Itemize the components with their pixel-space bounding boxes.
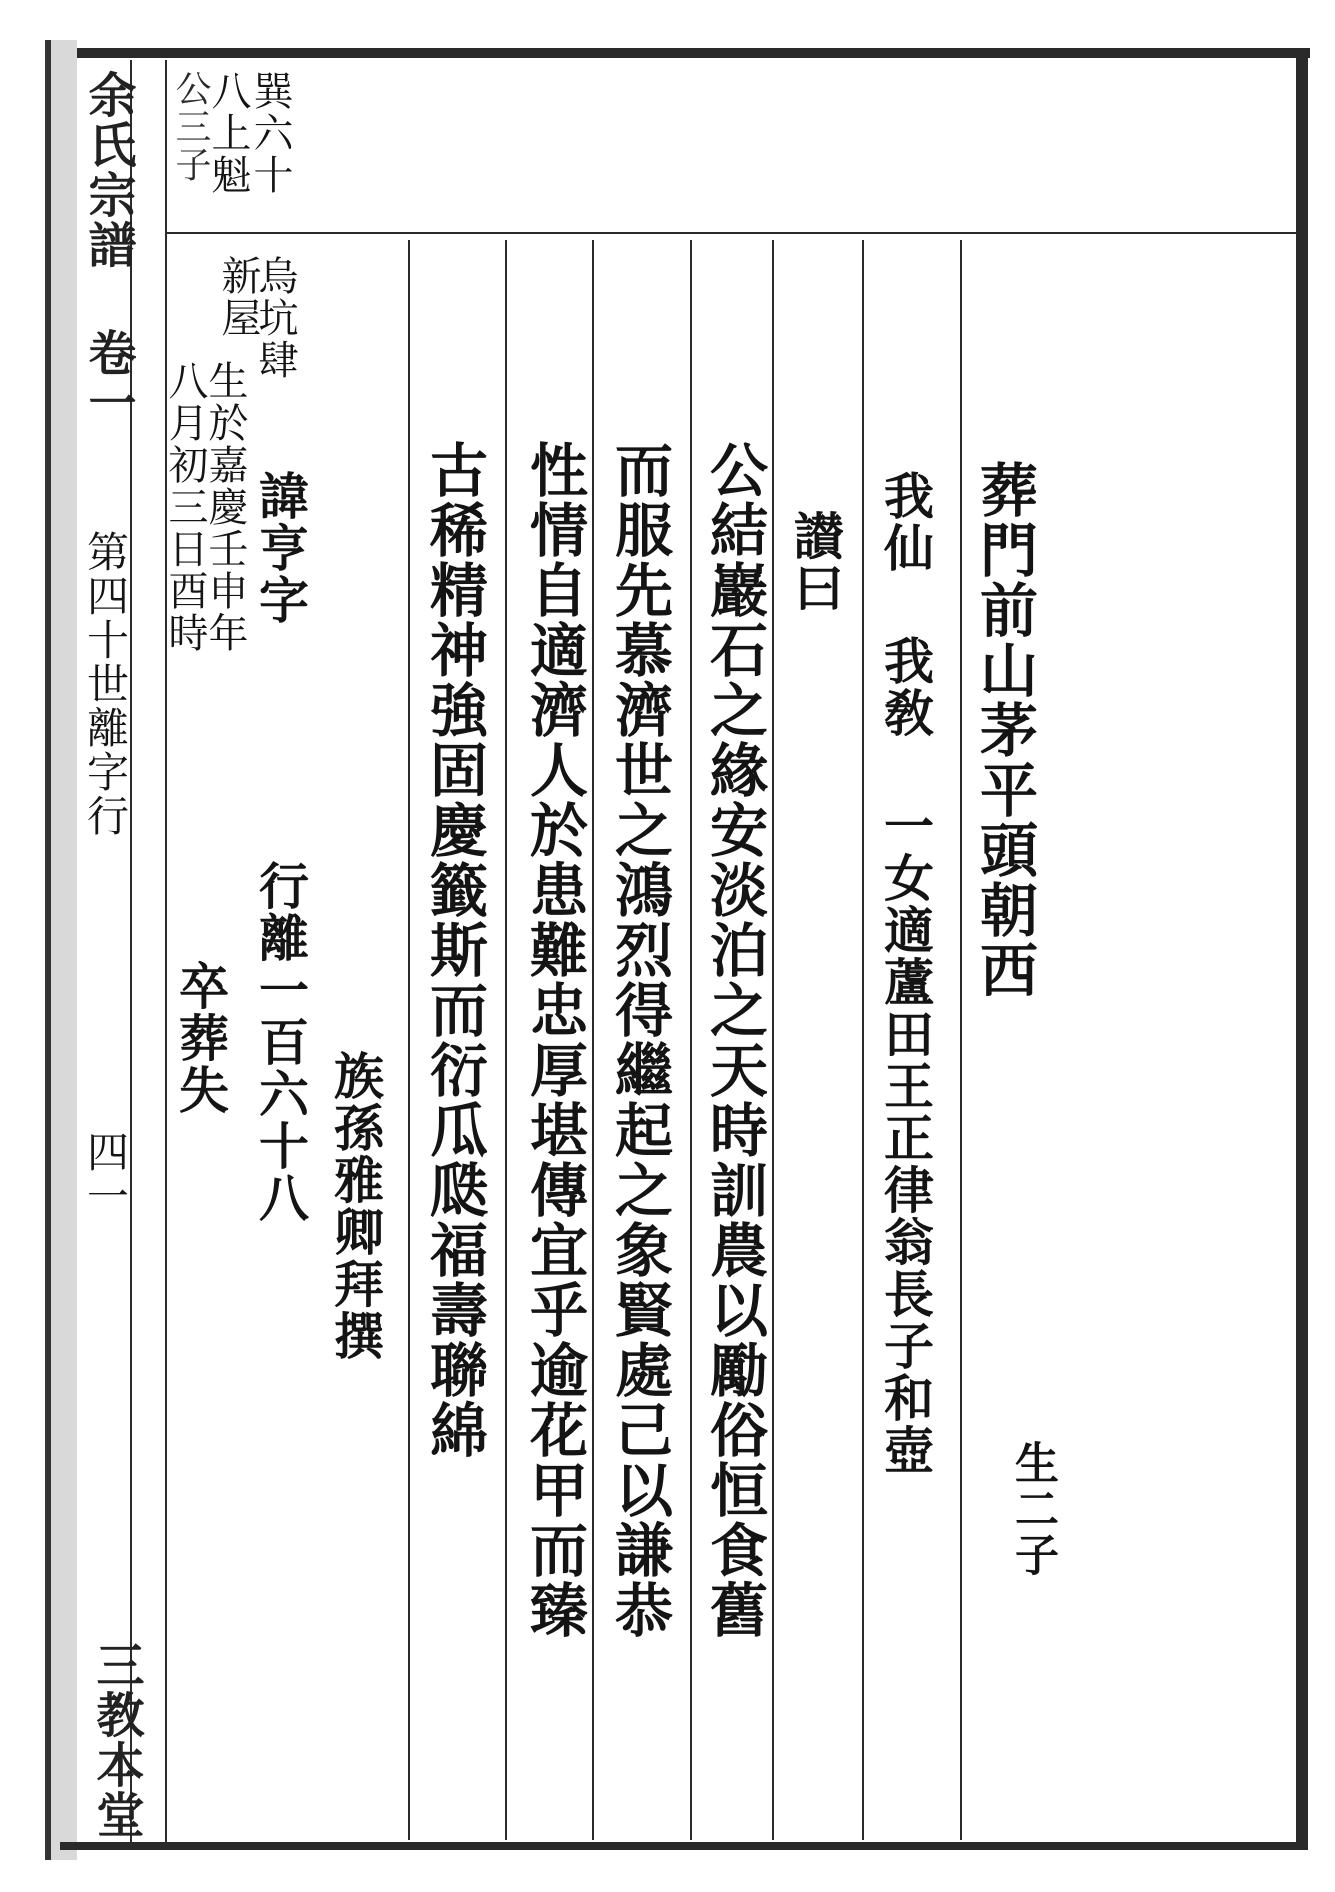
residence: 烏坑肆 <box>252 255 298 381</box>
eulogy-line-1: 公結巖石之緣安淡泊之天時訓農以勵俗恒食舊 <box>700 440 768 1640</box>
register-col-3: 公三子 <box>170 70 211 184</box>
eulogy-title: 讃曰 <box>786 510 845 614</box>
column-rule <box>862 240 864 1840</box>
generation-label: 第四十世離字行 <box>81 530 130 838</box>
burial-note: 葬門前山茅平頭朝西 <box>970 460 1038 1000</box>
frame-top-border <box>60 48 1310 58</box>
column-rule <box>690 240 692 1840</box>
register-divider <box>165 232 1296 234</box>
register-col-2: 八上魁 <box>205 70 251 196</box>
margin-rule-inner <box>165 60 167 1845</box>
register-col-1: 巽六十 <box>247 70 293 196</box>
sons-daughters: 我仙 我敎 一女適蘆田王正律翁長子和壺 <box>876 470 935 1476</box>
birth-line-2: 八月初三日酉時 <box>162 360 208 654</box>
frame-right-border <box>1296 48 1308 1848</box>
page-number: 四一 <box>81 1130 130 1218</box>
author: 族孫雅卿拜撰 <box>326 1050 385 1362</box>
column-rule <box>960 240 962 1840</box>
children-count: 生二子 <box>1007 1440 1058 1578</box>
birth-line-1: 生於嘉慶壬申年 <box>202 360 248 654</box>
frame-bottom-border <box>60 1842 1308 1850</box>
eulogy-line-3: 性情自適濟人於患難忠厚堪傳宜乎逾花甲而臻 <box>520 440 588 1640</box>
eulogy-line-2: 而服先慕濟世之鴻烈得繼起之象賢處己以謙恭 <box>605 440 673 1640</box>
column-rule <box>408 240 410 1840</box>
column-rule <box>592 240 594 1840</box>
residence-2: 新屋 <box>215 255 261 339</box>
rank-label: 行離一百六十八 <box>251 860 310 1224</box>
book-title: 余氏宗譜 卷一 <box>80 70 136 428</box>
name-label: 諱亨字 <box>251 470 310 626</box>
column-rule <box>505 240 507 1840</box>
column-rule <box>772 240 774 1840</box>
eulogy-line-4: 古稀精神強固慶籤斯而衍瓜瓞福壽聯綿 <box>420 440 488 1460</box>
hall-name: 三教本堂 <box>88 1640 144 1840</box>
frame-left-border <box>45 40 77 1860</box>
death-note: 卒葬失 <box>171 960 230 1116</box>
